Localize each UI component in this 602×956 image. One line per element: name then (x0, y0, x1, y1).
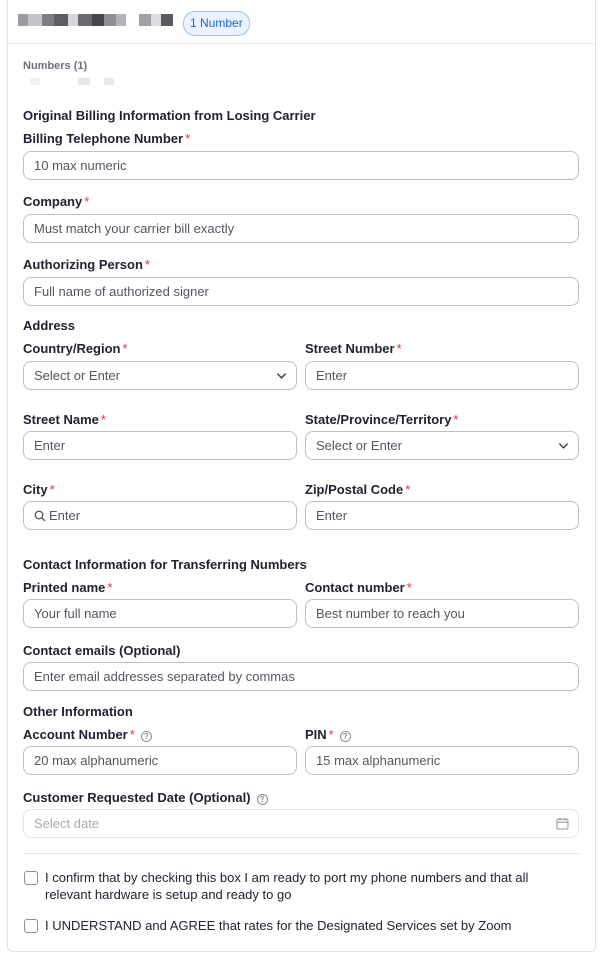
state-label (305, 412, 458, 427)
required-mark: * (100, 412, 106, 427)
street-name-label (23, 412, 106, 427)
state-label-text: State/Province/Territory (305, 412, 452, 427)
agree-checkbox-label[interactable]: I UNDERSTAND and AGREE that rates for the Designated Services set by Zoom (45, 918, 512, 933)
contact-number-placeholder: Best number to reach you (316, 606, 465, 621)
divider (23, 853, 579, 854)
account-number-input[interactable] (23, 746, 297, 775)
country-placeholder: Select or Enter (34, 368, 120, 383)
btn-label (23, 131, 190, 146)
btn-placeholder: 10 max numeric (34, 158, 127, 173)
confirm-checkbox[interactable] (24, 871, 38, 885)
card-header (8, 0, 595, 44)
required-mark: * (185, 131, 191, 146)
search-icon (34, 510, 46, 522)
billing-section-title: Original Billing Information from Losing Carrier (23, 108, 316, 123)
city-label (23, 482, 55, 497)
account-number-placeholder: 20 max alphanumeric (34, 753, 159, 768)
zip-label (305, 482, 410, 497)
street-number-input[interactable] (305, 361, 579, 390)
state-select[interactable] (305, 431, 579, 460)
street-number-label (305, 341, 402, 356)
requested-date-picker[interactable] (23, 809, 579, 838)
country-select[interactable] (23, 361, 297, 390)
pin-label-text: PIN (305, 727, 327, 742)
required-mark: * (84, 194, 90, 209)
requested-date-label-text: Customer Requested Date (Optional) (23, 790, 251, 805)
account-number-label (23, 727, 152, 742)
printed-name-placeholder: Your full name (34, 606, 117, 621)
help-circle-icon[interactable]: ? (141, 731, 152, 742)
street-name-input[interactable] (23, 431, 297, 460)
country-label (23, 341, 128, 356)
company-input[interactable] (23, 214, 579, 243)
required-mark: * (405, 482, 411, 497)
confirm-checkbox-label[interactable]: I confirm that by checking this box I am ready to port my phone numbers and that all relevant hardware is setup and ready to go (45, 870, 529, 902)
emails-label (23, 643, 180, 658)
pin-placeholder: 15 max alphanumeric (316, 753, 441, 768)
chevron-down-icon (558, 440, 569, 451)
zip-input[interactable] (305, 501, 579, 530)
required-mark: * (107, 580, 113, 595)
company-label-text: Company (23, 194, 83, 209)
zip-placeholder: Enter (316, 508, 348, 523)
pin-label (305, 727, 351, 742)
street-number-placeholder: Enter (316, 368, 348, 383)
contact-number-input[interactable] (305, 599, 579, 628)
btn-input[interactable] (23, 151, 579, 180)
pin-input[interactable] (305, 746, 579, 775)
other-section-title: Other Information (23, 704, 133, 719)
address-section-title: Address (23, 318, 76, 333)
street-name-placeholder: Enter (34, 438, 66, 453)
printed-name-input[interactable] (23, 599, 297, 628)
authorizing-label (23, 257, 150, 272)
printed-name-label-text: Printed name (23, 580, 106, 595)
required-mark: * (453, 412, 459, 427)
zip-label-text: Zip/Postal Code (305, 482, 404, 497)
calendar-icon (556, 817, 569, 830)
required-mark: * (396, 341, 402, 356)
emails-input[interactable] (23, 662, 579, 691)
emails-label-text: Contact emails (Optional) (23, 643, 181, 658)
numbers-count-label: Numbers (1) (23, 60, 88, 72)
state-placeholder: Select or Enter (316, 438, 402, 453)
requested-date-label (23, 790, 268, 805)
authorizing-placeholder: Full name of authorized signer (34, 284, 209, 299)
port-request-card (7, 0, 596, 952)
required-mark: * (49, 482, 55, 497)
account-number-label-text: Account Number (23, 727, 128, 742)
help-circle-icon[interactable]: ? (257, 794, 268, 805)
requested-date-placeholder: Select date (34, 816, 100, 831)
authorizing-label-text: Authorizing Person (23, 257, 143, 272)
help-circle-icon[interactable]: ? (340, 731, 351, 742)
required-mark: * (144, 257, 150, 272)
required-mark: * (122, 341, 128, 356)
emails-placeholder: Enter email addresses separated by commas (34, 669, 295, 684)
street-number-label-text: Street Number (305, 341, 395, 356)
required-mark: * (328, 727, 334, 742)
required-mark: * (129, 727, 135, 742)
contact-section-title: Contact Information for Transferring Numbers (23, 557, 307, 572)
street-name-label-text: Street Name (23, 412, 99, 427)
contact-number-label-text: Contact number (305, 580, 405, 595)
chevron-down-icon (276, 370, 287, 381)
number-count-badge: 1 Number (183, 11, 250, 36)
contact-number-label (305, 580, 412, 595)
country-label-text: Country/Region (23, 341, 121, 356)
btn-label-text: Billing Telephone Number (23, 131, 184, 146)
company-placeholder: Must match your carrier bill exactly (34, 221, 235, 236)
agree-checkbox[interactable] (24, 919, 38, 933)
city-input[interactable] (23, 501, 297, 530)
printed-name-label (23, 580, 112, 595)
authorizing-input[interactable] (23, 277, 579, 306)
city-label-text: City (23, 482, 48, 497)
city-placeholder: Enter (49, 508, 81, 523)
required-mark: * (406, 580, 412, 595)
company-label (23, 194, 89, 209)
